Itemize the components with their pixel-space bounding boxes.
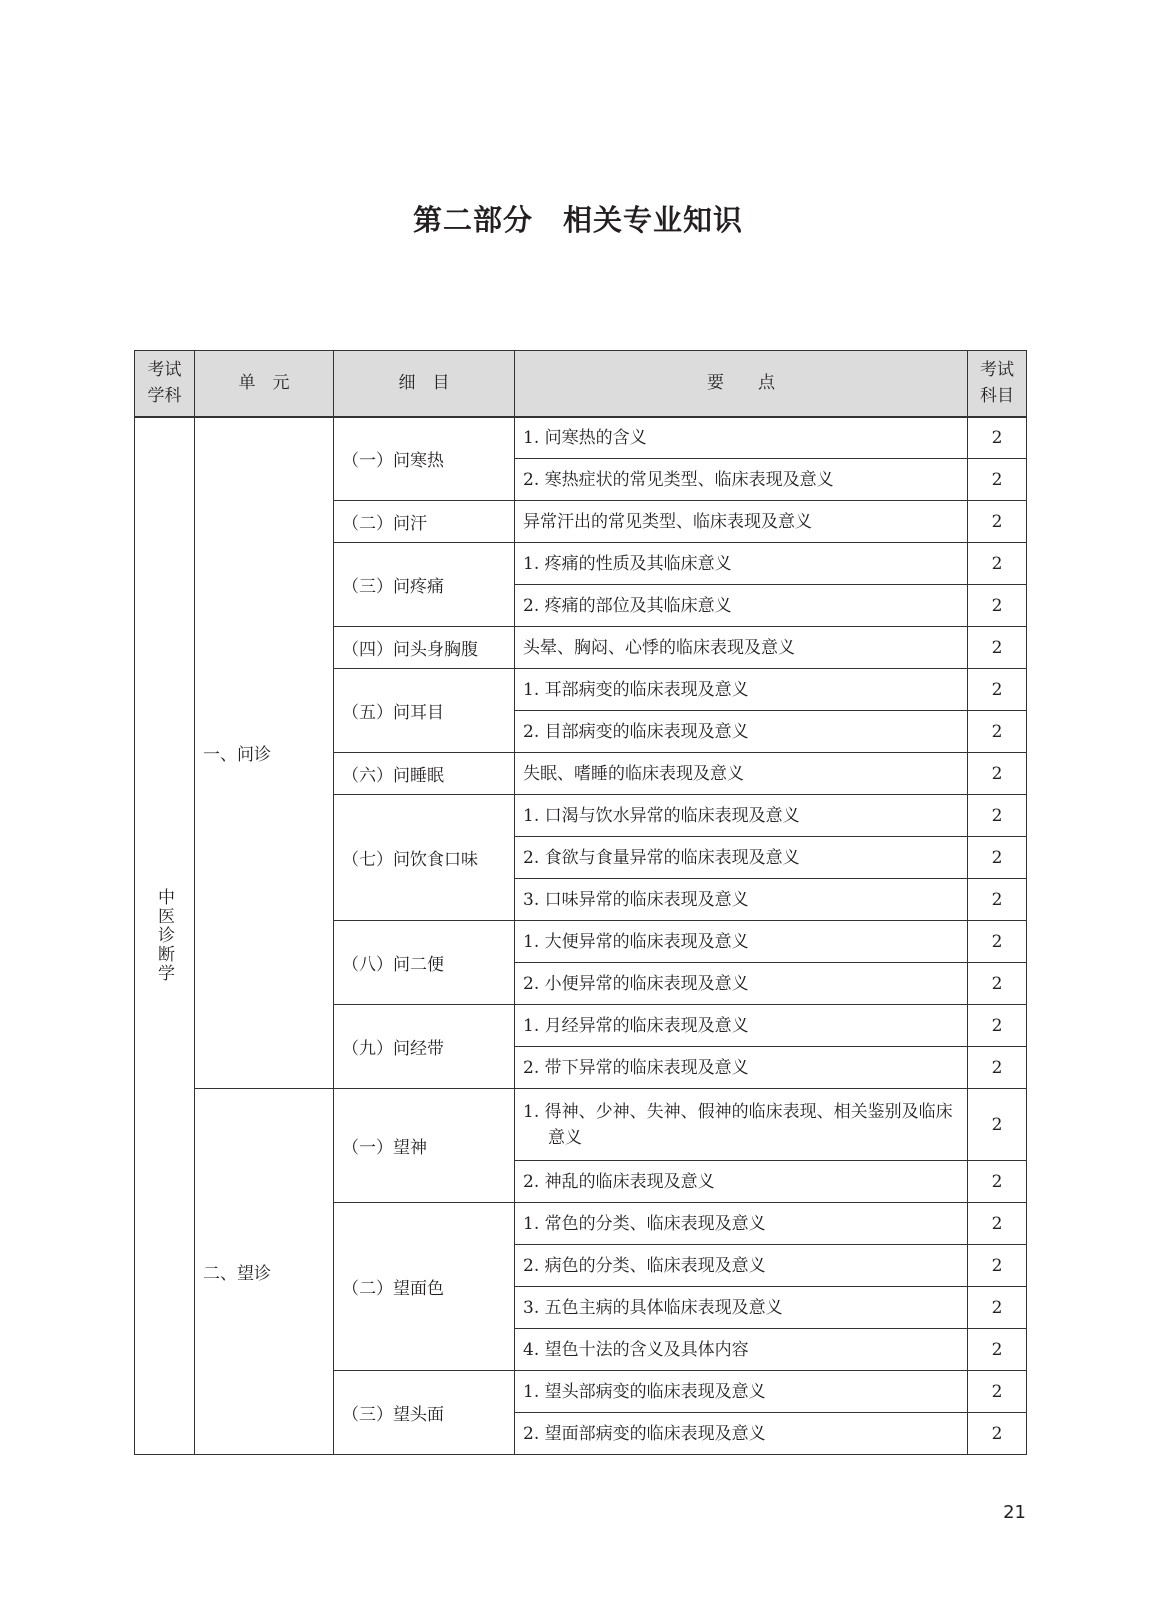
point-text: 2. 望面部病变的临床表现及意义 — [523, 1423, 766, 1444]
exam-score-cell: 2 — [968, 1203, 1027, 1245]
detail-cell: （一）问寒热 — [334, 417, 515, 501]
point-text: 异常汗出的常见类型、临床表现及意义 — [523, 511, 812, 532]
detail-cell: （二）望面色 — [334, 1203, 515, 1371]
point-cell — [515, 795, 968, 837]
point-text: 1. 口渴与饮水异常的临床表现及意义 — [523, 805, 800, 826]
unit-cell: 二、望诊 — [195, 1089, 334, 1455]
exam-score-cell: 2 — [968, 1005, 1027, 1047]
exam-score-cell: 2 — [968, 459, 1027, 501]
point-text: 1. 问寒热的含义 — [523, 427, 647, 448]
table-row — [135, 1089, 1027, 1161]
detail-cell: （三）望头面 — [334, 1371, 515, 1455]
exam-score-cell: 2 — [968, 627, 1027, 669]
exam-score-cell: 2 — [968, 1413, 1027, 1455]
exam-score-cell: 2 — [968, 669, 1027, 711]
exam-score-cell: 2 — [968, 963, 1027, 1005]
point-text: 1. 耳部病变的临床表现及意义 — [523, 679, 749, 700]
exam-score-cell: 2 — [968, 1089, 1027, 1161]
page-number: 21 — [1003, 1502, 1026, 1523]
point-text: 2. 目部病变的临床表现及意义 — [523, 721, 749, 742]
detail-cell: （七）问饮食口味 — [334, 795, 515, 921]
point-text: 失眠、嗜睡的临床表现及意义 — [523, 763, 744, 784]
point-cell — [515, 1047, 968, 1089]
exam-score-cell: 2 — [968, 501, 1027, 543]
exam-score-cell: 2 — [968, 795, 1027, 837]
point-cell — [515, 1161, 968, 1203]
point-text: 2. 食欲与食量异常的临床表现及意义 — [523, 847, 800, 868]
point-text: 2. 神乱的临床表现及意义 — [523, 1171, 715, 1192]
point-text: 3. 口味异常的临床表现及意义 — [523, 889, 749, 910]
header-subject: 考试 学科 — [135, 351, 195, 417]
point-cell — [515, 501, 968, 543]
point-text: 1. 常色的分类、临床表现及意义 — [523, 1213, 766, 1234]
exam-score-cell: 2 — [968, 1161, 1027, 1203]
point-text: 1. 望头部病变的临床表现及意义 — [523, 1381, 766, 1402]
exam-score-cell: 2 — [968, 711, 1027, 753]
detail-cell: （三）问疼痛 — [334, 543, 515, 627]
detail-cell: （四）问头身胸腹 — [334, 627, 515, 669]
table-body — [135, 417, 1027, 1455]
point-cell — [515, 627, 968, 669]
point-cell — [515, 711, 968, 753]
point-text: 2. 病色的分类、临床表现及意义 — [523, 1255, 766, 1276]
point-text: 2. 疼痛的部位及其临床意义 — [523, 595, 732, 616]
point-cell — [515, 1413, 968, 1455]
detail-cell: （五）问耳目 — [334, 669, 515, 753]
exam-score-cell: 2 — [968, 879, 1027, 921]
point-cell — [515, 585, 968, 627]
point-text: 2. 带下异常的临床表现及意义 — [523, 1057, 749, 1078]
point-text: 2. 小便异常的临床表现及意义 — [523, 973, 749, 994]
point-cell — [515, 417, 968, 459]
unit-cell: 一、问诊 — [195, 417, 334, 1089]
exam-score-cell: 2 — [968, 543, 1027, 585]
point-cell — [515, 963, 968, 1005]
exam-score-cell: 2 — [968, 417, 1027, 459]
header-exam: 考试 科目 — [968, 351, 1027, 417]
point-text: 1. 大便异常的临床表现及意义 — [523, 931, 749, 952]
exam-score-cell: 2 — [968, 837, 1027, 879]
page-title: 第二部分 相关专业知识 — [412, 203, 743, 237]
point-cell — [515, 1371, 968, 1413]
table-header-row — [135, 351, 1027, 417]
point-cell — [515, 543, 968, 585]
exam-score-cell: 2 — [968, 1329, 1027, 1371]
point-cell — [515, 879, 968, 921]
point-cell — [515, 921, 968, 963]
point-cell — [515, 669, 968, 711]
header-points: 要 点 — [515, 351, 968, 417]
point-cell — [515, 837, 968, 879]
point-cell — [515, 1329, 968, 1371]
subject-cell: 中医诊断学 — [135, 417, 195, 1455]
point-text: 头晕、胸闷、心悸的临床表现及意义 — [523, 637, 795, 658]
table-row — [135, 417, 1027, 459]
detail-cell: （一）望神 — [334, 1089, 515, 1203]
point-text: 1. 月经异常的临床表现及意义 — [523, 1015, 749, 1036]
detail-cell: （八）问二便 — [334, 921, 515, 1005]
point-cell — [515, 459, 968, 501]
header-detail: 细 目 — [334, 351, 515, 417]
point-cell — [515, 1245, 968, 1287]
point-cell — [515, 1089, 968, 1161]
point-text: 2. 寒热症状的常见类型、临床表现及意义 — [523, 469, 834, 490]
detail-cell: （九）问经带 — [334, 1005, 515, 1089]
exam-score-cell: 2 — [968, 1287, 1027, 1329]
point-cell — [515, 753, 968, 795]
point-text: 3. 五色主病的具体临床表现及意义 — [523, 1297, 783, 1318]
detail-cell: （六）问睡眠 — [334, 753, 515, 795]
point-text: 1. 得神、少神、失神、假神的临床表现、相关鉴别及临床意义 — [523, 1101, 953, 1148]
exam-score-cell: 2 — [968, 585, 1027, 627]
point-cell — [515, 1287, 968, 1329]
exam-score-cell: 2 — [968, 1047, 1027, 1089]
point-cell — [515, 1005, 968, 1047]
point-text: 1. 疼痛的性质及其临床意义 — [523, 553, 732, 574]
exam-score-cell: 2 — [968, 1371, 1027, 1413]
point-cell — [515, 1203, 968, 1245]
syllabus-table — [134, 350, 1027, 1455]
point-text: 4. 望色十法的含义及具体内容 — [523, 1339, 749, 1360]
detail-cell: （二）问汗 — [334, 501, 515, 543]
exam-score-cell: 2 — [968, 1245, 1027, 1287]
header-unit: 单 元 — [195, 351, 334, 417]
exam-score-cell: 2 — [968, 753, 1027, 795]
exam-score-cell: 2 — [968, 921, 1027, 963]
